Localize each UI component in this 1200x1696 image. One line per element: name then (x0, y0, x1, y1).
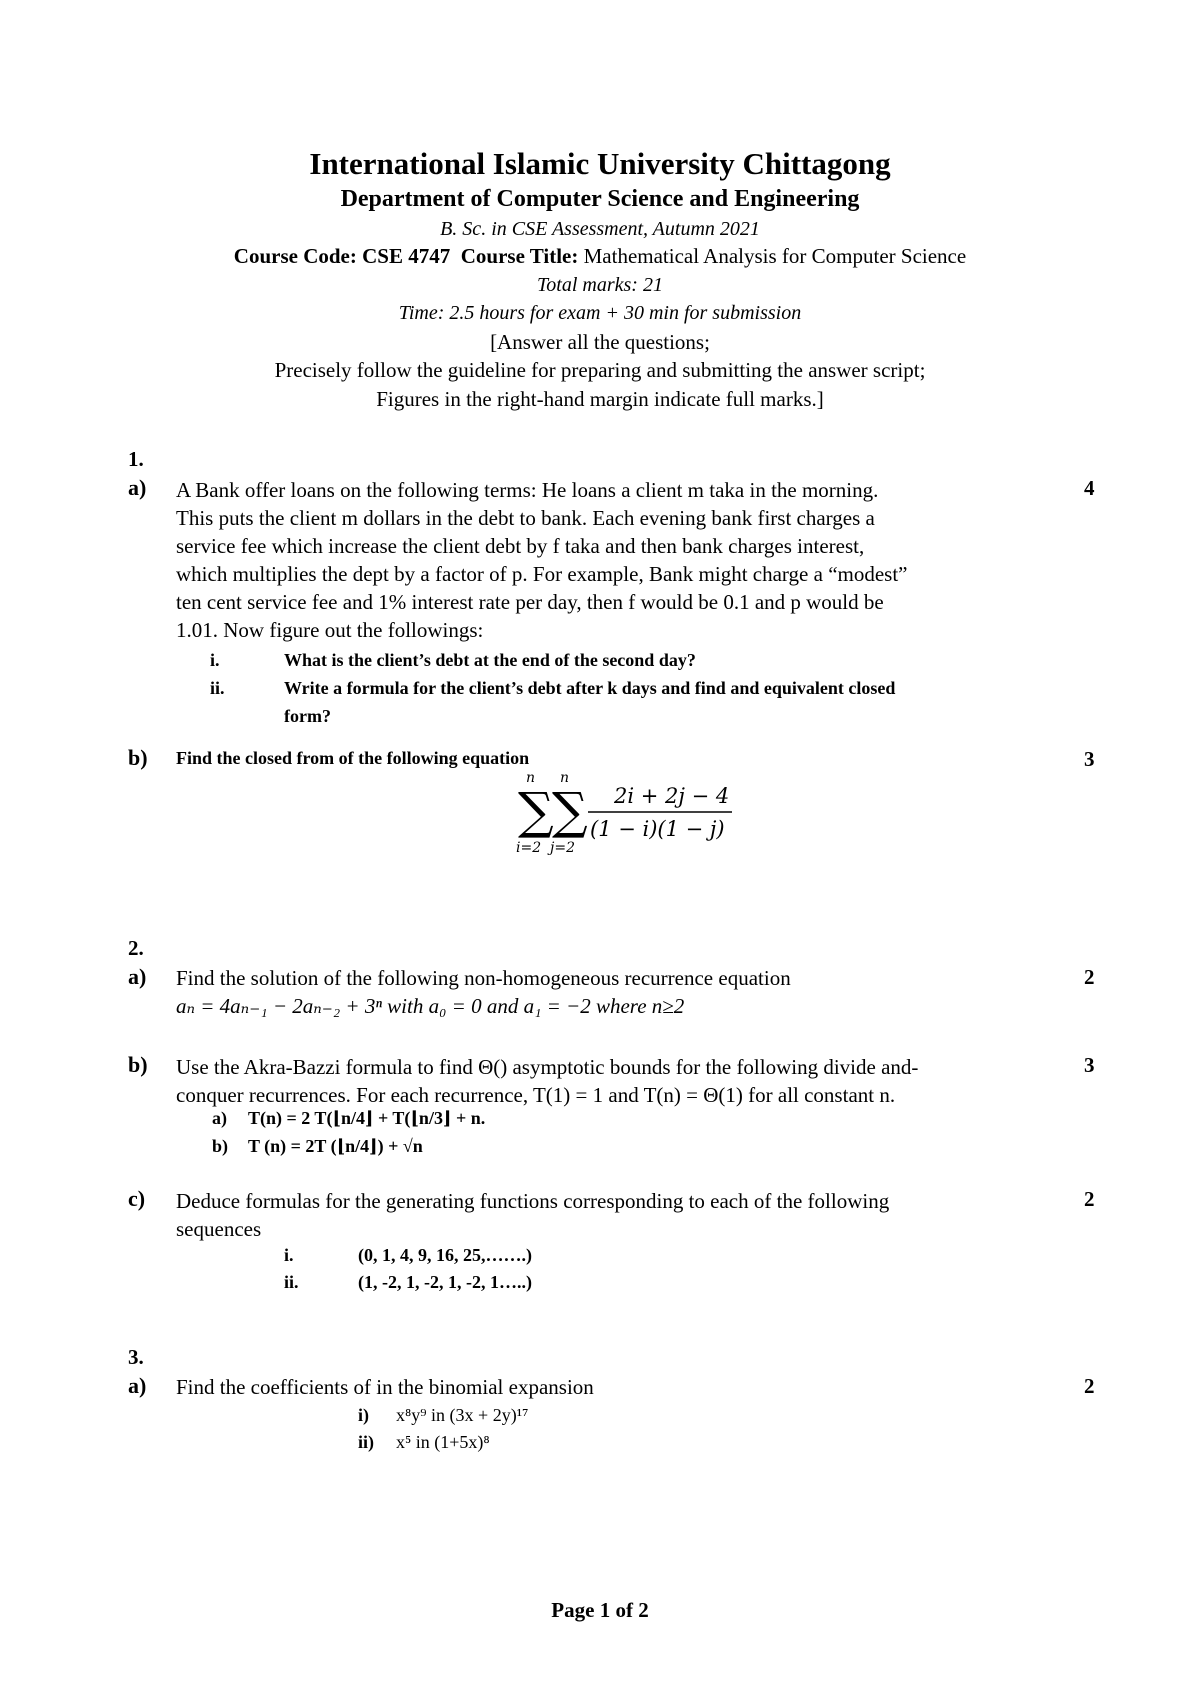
instruction-2: Precisely follow the guideline for preparing and submitting the answer script; (274, 358, 926, 382)
university-title: International Islamic University Chittagong (309, 146, 891, 181)
q2c-item-1-text: (0, 1, 4, 9, 16, 25,…….) (358, 1245, 532, 1265)
q2b-line-1: Use the Akra-Bazzi formula to find Θ() asymptotic bounds for the following divide and- (176, 1055, 919, 1079)
q1b-marks: 3 (1084, 747, 1095, 771)
department-title: Department of Computer Science and Engineering (340, 186, 860, 212)
q1a-line-6: 1.01. Now figure out the followings: (176, 618, 484, 642)
q1a-marks: 4 (1084, 476, 1095, 500)
double-summation-equation (516, 768, 740, 858)
q2a-marks: 2 (1084, 965, 1095, 989)
q3a-item-1-text: x⁸y⁹ in (3x + 2y)¹⁷ (396, 1405, 529, 1425)
q1a-sub-1-text: What is the client’s debt at the end of the second day? (284, 650, 696, 670)
q1a-sub-1-number: i. (210, 650, 220, 670)
q3a-marks: 2 (1084, 1374, 1095, 1398)
q2c-text (176, 1187, 889, 1243)
q2b-label: b) (128, 1052, 148, 1077)
question-2-number: 2. (128, 936, 144, 960)
q2b-item-2-number: b) (212, 1136, 229, 1156)
q2b-line-2: conquer recurrences. For each recurrence, T(1) = 1 and T(n) = Θ(1) for all constant n. (176, 1083, 896, 1107)
q1a-line-1: A Bank offer loans on the following terms: He loans a client m taka in the morning. (176, 478, 879, 502)
q1a-sub-2-text: Write a formula for the client’s debt after k days and find and equivalent closed (284, 678, 896, 698)
sum-j-symbol: ∑ (552, 782, 588, 840)
total-marks: Total marks: 21 (537, 274, 663, 296)
q1a-line-3: service fee which increase the client debt by f taka and then bank charges interest, (176, 534, 865, 558)
q2b-marks: 3 (1084, 1053, 1095, 1077)
q3a-label: a) (128, 1373, 147, 1398)
q2c-line-2: sequences (176, 1217, 262, 1241)
q2b-item-1-text: T(n) = 2 T(⌊n/4⌋ + T(⌊n/3⌋ + n. (248, 1108, 486, 1128)
q2a-label: a) (128, 964, 147, 989)
sum-i-symbol: ∑ (518, 782, 554, 840)
q3a-text: Find the coefficients of in the binomial expansion (176, 1375, 594, 1399)
q2c-item-2-number: ii. (284, 1272, 299, 1292)
q2c-line-1: Deduce formulas for the generating functions corresponding to each of the following (176, 1189, 890, 1213)
fraction-denominator: (1 − i)(1 − j) (590, 817, 725, 841)
course-code-label: Course Code: (233, 244, 357, 268)
instruction-3: Figures in the right-hand margin indicate full marks.] (376, 387, 824, 411)
sum-i-upper: n (526, 770, 536, 786)
q2c-item-1-number: i. (284, 1245, 294, 1265)
q1a-line-2: This puts the client m dollars in the debt to bank. Each evening bank first charges a (176, 506, 875, 530)
q2c-marks: 2 (1084, 1187, 1095, 1211)
q3a-item-2-text: x⁵ in (1+5x)⁸ (396, 1432, 490, 1452)
q2b-text (176, 1053, 918, 1109)
question-3-number: 3. (128, 1345, 144, 1369)
time-line: Time: 2.5 hours for exam + 30 min for submission (398, 302, 802, 324)
course-title: Mathematical Analysis for Computer Science (583, 244, 967, 268)
q2c-item-2-text: (1, -2, 1, -2, 1, -2, 1…..) (358, 1272, 532, 1292)
q1a-text (176, 476, 908, 644)
course-code: CSE 4747 (362, 244, 451, 268)
q3a-item-2-number: ii) (358, 1432, 374, 1452)
q2a-text: Find the solution of the following non-homogeneous recurrence equation (176, 966, 791, 990)
q1a-sub-2-number: ii. (210, 678, 225, 698)
q1a-line-5: ten cent service fee and 1% interest rate per day, then f would be 0.1 and p would be (176, 590, 884, 614)
q2c-label: c) (128, 1186, 146, 1211)
q2b-item-2-text: T (n) = 2T (⌊n/4⌋) + √n (248, 1136, 423, 1156)
course-line (0, 244, 1200, 269)
course-title-label: Course Title: (460, 244, 579, 268)
q2b-item-1-number: a) (212, 1108, 227, 1128)
q1b-text: Find the closed from of the following equation (176, 748, 530, 768)
q2a-equation: aₙ = 4aₙ₋₁ − 2aₙ₋₂ + 3ⁿ with a₀ = 0 and a₁ = −2 where n≥2 (176, 994, 685, 1018)
q1a-line-4: which multiplies the dept by a factor of p. For example, Bank might charge a “modest” (176, 562, 908, 586)
page-number: Page 1 of 2 (551, 1598, 649, 1622)
fraction-numerator: 2i + 2j − 4 (614, 784, 730, 808)
instruction-1: [Answer all the questions; (490, 330, 710, 354)
program-line: B. Sc. in CSE Assessment, Autumn 2021 (440, 218, 760, 240)
q1a-label: a) (128, 475, 147, 500)
sum-j-lower: j=2 (550, 840, 575, 856)
q3a-item-1-number: i) (358, 1405, 369, 1425)
sum-i-lower: i=2 (516, 840, 542, 856)
q1a-sub-2-cont: form? (284, 706, 331, 726)
sum-j-upper: n (560, 770, 570, 786)
question-1-number: 1. (128, 447, 144, 471)
q1b-label: b) (128, 745, 148, 770)
